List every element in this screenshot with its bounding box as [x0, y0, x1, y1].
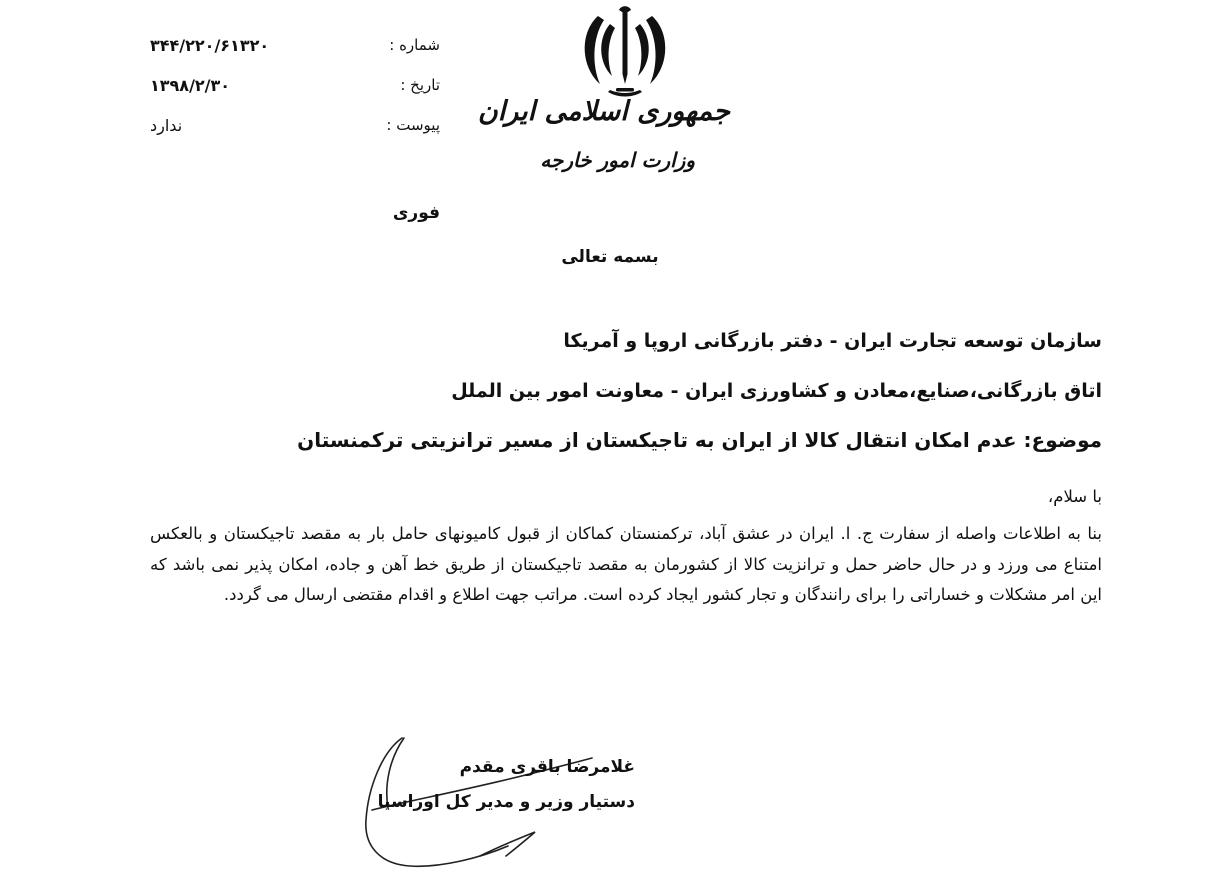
- attachment-label: پیوست :: [386, 116, 440, 134]
- recipient-line: اتاق بازرگانی،صنایع،معادن و کشاورزی ایران - معاونت امور بین الملل: [451, 380, 1102, 402]
- subject-line: موضوع: عدم امکان انتقال کالا از ایران به تاجیکستان از مسیر ترانزیتی ترکمنستان: [297, 428, 1102, 452]
- number-value: ۳۴۴/۲۲۰/۶۱۳۲۰: [150, 36, 270, 55]
- signatory-title: دستیار وزیر و مدیر کل اوراسیا: [377, 792, 635, 812]
- greeting: با سلام،: [1047, 487, 1102, 506]
- recipient-line: سازمان توسعه تجارت ایران - دفتر بازرگانی اروپا و آمریکا: [563, 330, 1102, 352]
- attachment-value: ندارد: [150, 116, 183, 135]
- signatory-name: غلامرضا باقری مقدم: [459, 757, 635, 777]
- date-label: تاریخ :: [400, 76, 440, 94]
- ministry-name: وزارت امور خارجه: [540, 148, 695, 172]
- basmala: بسمه تعالی: [561, 247, 659, 267]
- date-value: ۱۳۹۸/۲/۳۰: [150, 76, 231, 95]
- country-name: جمهوری اسلامی ایران: [477, 96, 730, 127]
- urgency-mark: فوری: [392, 203, 440, 223]
- number-label: شماره :: [389, 36, 440, 54]
- body-paragraph: بنا به اطلاعات واصله از سفارت ج. ا. ایران در عشق آباد، ترکمنستان کماکان از قبول کامیونهای حامل بار به مقصد تاجیکستان و بالعکس امتناع می ورزد و در حال حاضر حمل و ترانزیت کالا از کشورمان به مقصد تاجیکستان از طریق خط آهن و جاده، امکان پذیر نمی باشد که این امر مشکلات و خساراتی را برای رانندگان و تجار کشور ایجاد کرده است. مراتب جهت اطلاع و اقدام مقتضی ارسال می گردد.: [150, 524, 1102, 604]
- iran-emblem-icon: [578, 4, 672, 100]
